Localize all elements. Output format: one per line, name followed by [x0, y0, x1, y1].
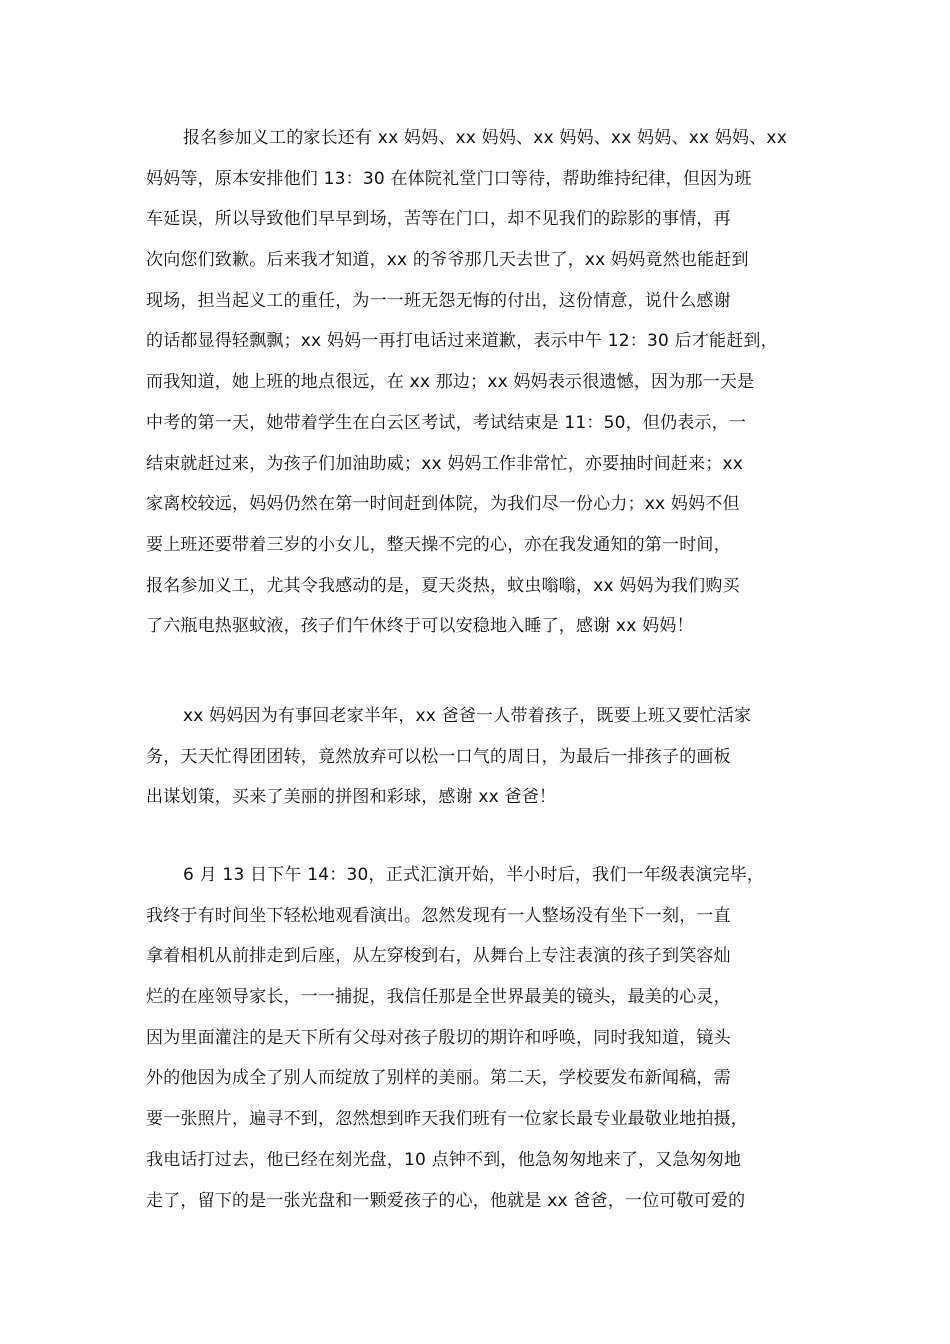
text-line: 拿着相机从前排走到后座，从左穿梭到右，从舞台上专注表演的孩子到笑容灿 [146, 946, 731, 967]
text-line: 务，天天忙得团团转，竟然放弃可以松一口气的周日，为最后一排孩子的画板 [146, 746, 731, 767]
text-line: 我终于有时间坐下轻松地观看演出。忽然发现有一人整场没有坐下一刻，一直 [146, 905, 731, 926]
text-line: 车延误，所以导致他们早早到场，苦等在门口，却不见我们的踪影的事情，再 [146, 209, 731, 230]
text-line: 次向您们致歉。后来我才知道，xx 的爷爷那几天去世了，xx 妈妈竟然也能赶到 [146, 250, 749, 271]
text-line: 外的他因为成全了别人而绽放了别样的美丽。第二天，学校要发布新闻稿，需 [146, 1068, 731, 1089]
text-line: 的话都显得轻飘飘；xx 妈妈一再打电话过来道歉，表示中午 12：30 后才能赶到， [146, 331, 778, 352]
text-line: 报名参加义工，尤其令我感动的是，夏天炎热，蚊虫嗡嗡，xx 妈妈为我们购买 [146, 575, 740, 596]
text-line: 6 月 13 日下午 14：30，正式汇演开始，半小时后，我们一年级表演完毕， [183, 865, 765, 885]
text-line: 出谋划策，买来了美丽的拼图和彩球，感谢 xx 爸爸！ [146, 787, 557, 808]
text-line: 家离校较远，妈妈仍然在第一时间赶到体院，为我们尽一份心力；xx 妈妈不但 [146, 494, 740, 515]
text-line: 因为里面灌注的是天下所有父母对孩子殷切的期许和呼唤，同时我知道，镜头 [146, 1027, 731, 1048]
text-line: 要上班还要带着三岁的小女儿，整天操不完的心，亦在我发通知的第一时间， [146, 534, 731, 555]
text-line: 中考的第一天，她带着学生在白云区考试，考试结束是 11：50，但仍表示，一 [146, 412, 747, 433]
text-line: 要一张照片，遍寻不到，忽然想到昨天我们班有一位家长最专业最敬业地拍摄， [146, 1109, 748, 1130]
text-line: 走了，留下的是一张光盘和一颗爱孩子的心，他就是 xx 爸爸，一位可敬可爱的 [146, 1190, 746, 1211]
text-line: 妈妈等，原本安排他们 13：30 在体院礼堂门口等待，帮助维持纪律，但因为班 [146, 168, 752, 189]
paragraph-xx-father-puzzle [146, 696, 826, 818]
text-line: 报名参加义工的家长还有 xx 妈妈、xx 妈妈、xx 妈妈、xx 妈妈、xx 妈妈、xx [183, 128, 787, 148]
text-line: 了六瓶电热驱蚊液，孩子们午休终于可以安稳地入睡了，感谢 xx 妈妈！ [146, 616, 694, 637]
text-line: 而我知道，她上班的地点很远，在 xx 那边；xx 妈妈表示很遗憾，因为那一天是 [146, 372, 755, 393]
text-line: xx 妈妈因为有事回老家半年，xx 爸爸一人带着孩子，既要上班又要忙活家 [183, 706, 752, 726]
text-line: 现场，担当起义工的重任，为一一班无怨无悔的付出，这份情意，说什么感谢 [146, 290, 731, 311]
text-line: 我电话打过去，他已经在刻光盘，10 点钟不到，他急匆匆地来了，又急匆匆地 [146, 1149, 742, 1170]
text-line: 烂的在座领导家长，一一捕捉，我信任那是全世界最美的镜头，最美的心灵， [146, 987, 731, 1008]
paragraph-volunteer-parents [146, 118, 826, 647]
paragraph-performance-photographer [146, 855, 826, 1221]
text-line: 结束就赶过来，为孩子们加油助威；xx 妈妈工作非常忙，亦要抽时间赶来；xx [146, 453, 744, 474]
